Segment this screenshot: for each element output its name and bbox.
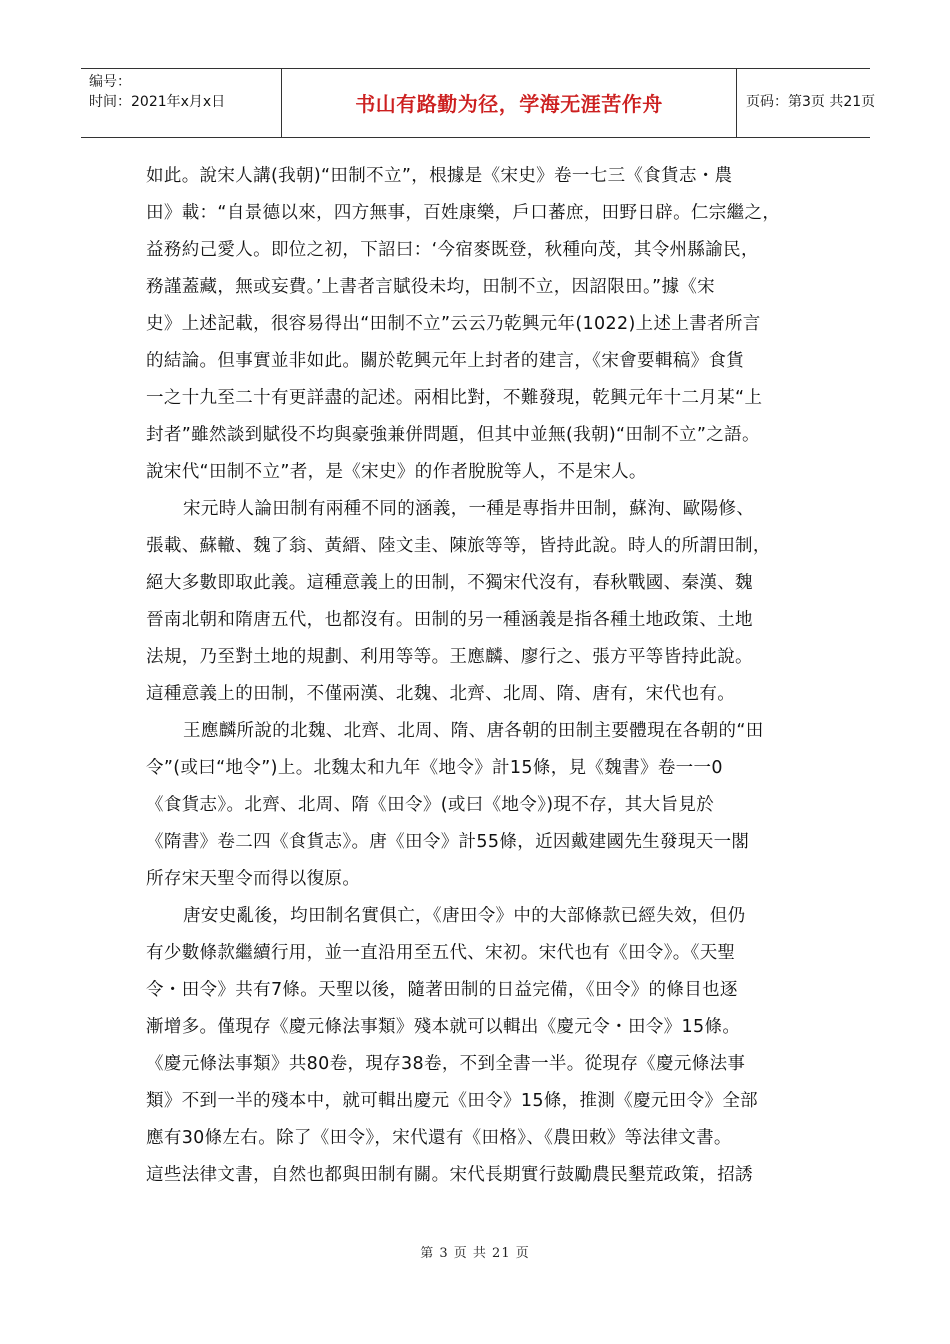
text-line: 《隋書》卷二四《食貨志》。唐《田令》計55條，近因戴建國先生發現天一閣 (146, 832, 750, 852)
page-header (81, 68, 876, 138)
text-line: 這些法律文書，自然也都與田制有關。宋代長期實行鼓勵農民墾荒政策，招誘 (146, 1165, 753, 1185)
text-line: 說宋代“田制不立”者，是《宋史》的作者脫脫等人，不是宋人。 (146, 462, 647, 482)
text-line: 類》不到一半的殘本中，就可輯出慶元《田令》15條，推測《慶元田令》全部 (146, 1091, 759, 1111)
text-line: 如此。說宋人講(我朝)“田制不立”，根據是《宋史》卷一七三《食貨志・農 (146, 166, 733, 186)
text-line: 法規，乃至對土地的規劃、利用等等。王應麟、廖行之、張方平等皆持此說。 (146, 647, 753, 667)
page-footer: 第 3 页 共 21 页 (420, 1246, 530, 1261)
text-line: 晉南北朝和隋唐五代，也都沒有。田制的另一種涵義是指各種土地政策、土地 (146, 610, 753, 630)
text-line: 一之十九至二十有更詳盡的記述。兩相比對，不難發現，乾興元年十二月某“上 (146, 388, 763, 408)
text-line: 唐安史亂後，均田制名實俱亡，《唐田令》中的大部條款已經失效，但仍 (183, 906, 746, 926)
motto-title: 书山有路勤为径，学海无涯苦作舟 (355, 92, 663, 116)
header-motto-cell (281, 69, 737, 137)
time-label: 时间：2021年x月x日 (89, 94, 226, 110)
number-label: 编号： (89, 74, 131, 90)
text-line: 有少數條款繼續行用，並一直沿用至五代、宋初。宋代也有《田令》。《天聖 (146, 943, 736, 963)
text-line: 應有30條左右。除了《田令》，宋代還有《田格》、《農田敕》等法律文書。 (146, 1128, 732, 1148)
header-page-cell (736, 69, 876, 137)
text-line: 史》上述記載，很容易得出“田制不立”云云乃乾興元年(1022)上述上書者所言 (146, 314, 761, 334)
text-line: 《食貨志》。北齊、北周、隋《田令》(或曰《地令》)現不存，其大旨見於 (146, 795, 715, 815)
text-line: 益務約己愛人。即位之初，下詔曰：‘今宿麥既登，秋種向茂，其令州縣諭民， (146, 240, 759, 260)
text-line: 的結論。但事實並非如此。關於乾興元年上封者的建言，《宋會要輯稿》食貨 (146, 351, 745, 371)
text-line: 《慶元條法事類》共80卷，現存38卷，不到全書一半。從現存《慶元條法事 (146, 1054, 746, 1074)
text-line: 封者”雖然談到賦役不均與豪強兼併問題，但其中並無(我朝)“田制不立”之語。 (146, 425, 760, 445)
text-line: 田》載：“自景德以來，四方無事，百姓康樂，戶口蕃庶，田野日辟。仁宗繼之， (146, 203, 781, 223)
text-line: 令”(或曰“地令”)上。北魏太和九年《地令》計15條，見《魏書》卷一一0 (146, 758, 723, 778)
text-line: 張載、蘇轍、魏了翁、黃縉、陸文圭、陳旅等等，皆持此說。時人的所謂田制， (146, 536, 771, 556)
text-line: 王應麟所說的北魏、北齊、北周、隋、唐各朝的田制主要體現在各朝的“田 (183, 721, 764, 741)
text-line: 宋元時人論田制有兩種不同的涵義，一種是專指井田制，蘇洵、歐陽修、 (183, 499, 755, 519)
document-body (146, 158, 810, 1194)
page-code: 页码：第3页 共21页 (746, 94, 876, 110)
text-line: 令・田令》共有7條。天聖以後，隨著田制的日益完備，《田令》的條目也逐 (146, 980, 738, 1000)
text-line: 務謹蓋藏，無或妄費。’上書者言賦役未均，田制不立，因詔限田。”據《宋 (146, 277, 716, 297)
text-line: 這種意義上的田制，不僅兩漢、北魏、北齊、北周、隋、唐有，宋代也有。 (146, 684, 736, 704)
header-meta-cell (81, 69, 281, 137)
text-line: 漸增多。僅現存《慶元條法事類》殘本就可以輯出《慶元令・田令》15條。 (146, 1017, 741, 1037)
text-line: 絕大多數即取此義。這種意義上的田制，不獨宋代沒有，春秋戰國、秦漢、魏 (146, 573, 753, 593)
text-line: 所存宋天聖令而得以復原。 (146, 869, 361, 889)
